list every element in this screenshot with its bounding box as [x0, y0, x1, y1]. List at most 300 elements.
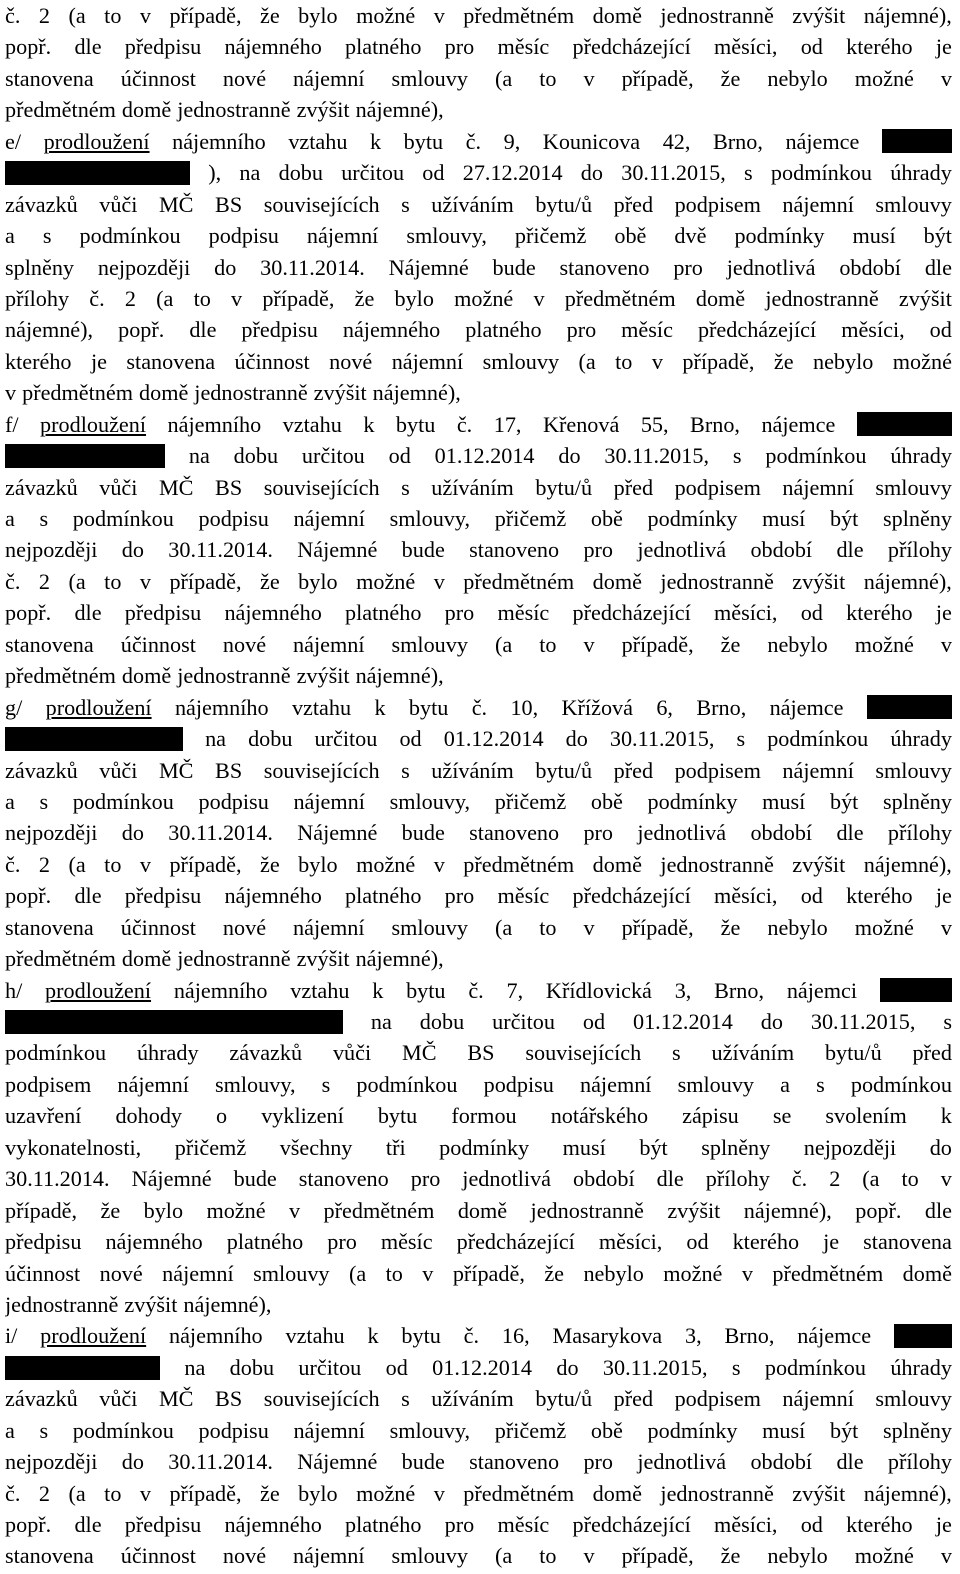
- word: podpisu: [198, 788, 269, 814]
- word: o: [216, 1103, 228, 1129]
- word: podmínkou: [72, 1417, 174, 1443]
- word: nebylo: [767, 631, 828, 657]
- word: k: [940, 1103, 952, 1129]
- word: od: [399, 726, 422, 752]
- word: nové: [222, 65, 267, 91]
- word: na: [184, 1354, 206, 1380]
- word: že: [544, 1260, 565, 1286]
- word: jednostranně: [177, 97, 291, 123]
- word: MČ: [158, 757, 194, 783]
- word: předcházející: [456, 1229, 575, 1255]
- word: Kounicova: [542, 128, 641, 154]
- word: dobu: [248, 726, 293, 752]
- word: nové: [222, 631, 267, 657]
- word: možné: [854, 914, 914, 940]
- word: (a: [348, 1260, 367, 1286]
- text-line: [5, 723, 952, 754]
- word: podmínkou: [5, 1040, 107, 1066]
- word: přičemž: [494, 506, 567, 531]
- word: 30.11.2015,: [602, 1354, 708, 1380]
- text-line: [5, 692, 952, 723]
- word: bylo: [143, 1197, 184, 1223]
- word: MČ: [158, 1386, 194, 1412]
- word: souvisejících: [263, 757, 380, 783]
- word: od: [388, 443, 411, 469]
- word: do: [121, 537, 144, 563]
- text-line: [5, 597, 952, 628]
- word: 30.11.2015,: [810, 1009, 916, 1034]
- word: h/: [5, 977, 23, 1003]
- word: f/: [5, 411, 19, 437]
- word: s: [401, 474, 410, 500]
- word: Nájemné: [131, 1166, 212, 1192]
- word: přílohy: [887, 820, 952, 846]
- word: vůči: [99, 191, 138, 217]
- word: do: [760, 1009, 783, 1034]
- word: jednostranně: [660, 568, 774, 594]
- word: bytu/ů: [824, 1040, 882, 1066]
- word: podpisem: [674, 757, 761, 783]
- word: pro: [444, 1512, 475, 1537]
- word: 30.11.2014.: [168, 820, 273, 846]
- text-line: [5, 1540, 952, 1571]
- word: nájemního: [167, 411, 262, 437]
- word: bytu/ů: [535, 474, 593, 500]
- word: 2: [38, 568, 50, 594]
- word: zvýšit: [898, 285, 952, 311]
- word: splněny: [5, 254, 75, 280]
- word: předmětném: [5, 946, 116, 972]
- word: nebylo: [767, 1543, 828, 1569]
- word: podpisem: [674, 191, 761, 217]
- word: účinnost: [5, 1260, 81, 1286]
- word: 10,: [510, 694, 539, 720]
- word: nájemné),: [355, 663, 444, 689]
- word: nájemce: [785, 128, 860, 154]
- word: (a: [494, 65, 513, 91]
- word: pro: [327, 1229, 357, 1255]
- word: smlouvy: [875, 474, 952, 500]
- word: úhrady: [136, 1040, 199, 1066]
- word: být: [923, 223, 952, 249]
- word: vůči: [99, 757, 138, 783]
- word: notářského: [550, 1103, 649, 1129]
- word: do: [558, 443, 581, 469]
- word: nájemního: [168, 1323, 263, 1349]
- word: od: [800, 883, 823, 909]
- word: vztahu: [290, 977, 350, 1003]
- word: stanovena: [126, 348, 216, 374]
- word: vztahu: [291, 694, 352, 720]
- word: (a: [156, 285, 174, 311]
- text-line: [5, 534, 952, 565]
- word: do: [121, 1449, 144, 1475]
- word: Nájemné: [388, 254, 469, 280]
- word: dle: [74, 34, 102, 60]
- word: Křenová: [542, 411, 620, 437]
- word: je: [90, 348, 107, 374]
- word: předmětném: [772, 1260, 884, 1286]
- word: od: [929, 317, 952, 343]
- word: obě: [590, 1417, 623, 1443]
- word: že: [773, 348, 794, 374]
- text-line: [5, 880, 952, 911]
- word: dohody: [115, 1103, 182, 1129]
- word: měsíc: [621, 317, 673, 343]
- word: s: [401, 191, 410, 217]
- word: je: [823, 1229, 840, 1255]
- word: a: [5, 1417, 15, 1443]
- word: nové: [222, 914, 267, 940]
- word: kterého: [5, 348, 72, 374]
- word: nebylo: [812, 348, 874, 374]
- word: obě: [614, 223, 647, 249]
- word: pro: [673, 254, 703, 280]
- word: to: [193, 285, 211, 311]
- word: platného: [465, 317, 542, 343]
- word: stanovena: [5, 1543, 94, 1569]
- word: zvýšit: [124, 1291, 178, 1317]
- word: č.: [5, 3, 21, 28]
- word: k: [367, 1323, 379, 1349]
- word: stanoveno: [469, 1449, 560, 1475]
- word: nejpozději: [97, 254, 191, 280]
- word: 2: [38, 3, 50, 28]
- word: prodloužení: [40, 1323, 147, 1349]
- word: bytu: [395, 411, 436, 437]
- word: možné: [206, 1197, 266, 1223]
- word: popř.: [5, 1512, 52, 1537]
- word: dle: [836, 820, 864, 846]
- word: nájemného: [224, 600, 322, 626]
- word: vztahu: [282, 411, 342, 437]
- word: bylo: [298, 568, 338, 594]
- word: od: [582, 1009, 606, 1034]
- word: v: [139, 851, 151, 877]
- word: případě,: [262, 285, 335, 311]
- word: dle: [836, 1449, 864, 1475]
- text-line: [5, 472, 952, 503]
- word: pro: [444, 600, 475, 626]
- word: účinnost: [120, 65, 196, 91]
- word: že: [260, 568, 280, 594]
- word: s: [672, 1040, 681, 1066]
- word: č.: [456, 411, 473, 437]
- word: případě,: [5, 1197, 78, 1223]
- word: (a: [68, 851, 86, 877]
- word: (a: [862, 1166, 880, 1192]
- word: BS: [467, 1040, 495, 1066]
- word: nebylo: [583, 1260, 644, 1286]
- word: předmětném: [463, 1480, 575, 1506]
- word: v: [533, 285, 545, 311]
- word: od: [800, 34, 823, 60]
- word: možné: [854, 1543, 914, 1569]
- word: pro: [583, 1449, 614, 1475]
- word: podmínkou: [356, 1071, 458, 1097]
- word: smlouvy: [875, 191, 952, 217]
- word: s: [39, 1417, 49, 1443]
- word: č.: [5, 1480, 21, 1506]
- word: 2: [124, 285, 136, 311]
- redaction-block: [867, 695, 952, 719]
- word: jednostranně: [177, 663, 291, 689]
- word: zvýšit: [313, 380, 367, 406]
- word: jednostranně: [177, 946, 291, 972]
- text-line: [5, 1352, 952, 1383]
- word: to: [615, 348, 633, 374]
- word: podmínky: [439, 1134, 530, 1160]
- text-line: [5, 1383, 952, 1414]
- word: s: [39, 788, 49, 814]
- word: nájemné),: [863, 3, 952, 28]
- word: (a: [578, 348, 596, 374]
- word: nájemného: [224, 883, 322, 909]
- word: měsíc: [380, 1229, 433, 1255]
- text-line: [5, 31, 952, 62]
- word: užíváním: [431, 474, 514, 500]
- word: smlouvy: [677, 1071, 755, 1097]
- word: bytu: [406, 977, 446, 1003]
- word: užíváním: [431, 757, 514, 783]
- word: od: [686, 1229, 709, 1255]
- word: smlouvy,: [214, 1071, 296, 1097]
- word: obě: [590, 506, 623, 531]
- word: stanoveno: [469, 820, 560, 846]
- word: smlouvy: [253, 1260, 330, 1286]
- word: dle: [74, 883, 102, 909]
- word: nájemné),: [183, 1291, 272, 1317]
- word: v: [583, 914, 595, 940]
- word: měsíc: [497, 34, 550, 60]
- word: možné: [454, 285, 514, 311]
- word: Masarykova: [552, 1323, 663, 1349]
- text-line: [5, 1258, 952, 1289]
- word: pro: [583, 537, 614, 563]
- word: bylo: [298, 3, 338, 28]
- word: ),: [208, 160, 222, 186]
- word: předmětném: [5, 663, 116, 689]
- text-line: [5, 786, 952, 817]
- word: domě: [121, 97, 172, 123]
- word: všechny: [279, 1134, 353, 1160]
- word: 2: [38, 851, 50, 877]
- word: Křídlovická: [545, 977, 652, 1003]
- word: do: [556, 1354, 579, 1380]
- word: předmětném: [22, 380, 133, 406]
- word: podpisu: [198, 506, 269, 531]
- word: určitou: [492, 1009, 555, 1034]
- word: možné: [356, 1480, 416, 1506]
- word: že: [720, 65, 741, 91]
- text-line: [5, 1132, 952, 1163]
- text-line: [5, 0, 952, 31]
- word: Nájemné: [297, 537, 378, 563]
- word: v: [583, 65, 595, 91]
- word: BS: [215, 191, 243, 217]
- word: g/: [5, 694, 23, 720]
- word: měsíci,: [713, 883, 778, 909]
- word: to: [539, 631, 557, 657]
- word: kterého: [846, 1512, 913, 1537]
- word: domě: [121, 663, 172, 689]
- text-line: [5, 1195, 952, 1226]
- word: nájemní: [782, 191, 854, 217]
- word: prodloužení: [43, 128, 150, 154]
- word: předmětném: [5, 97, 116, 123]
- text-line: [5, 755, 952, 786]
- text-line: [5, 1006, 952, 1037]
- word: nájemního: [173, 977, 268, 1003]
- word: k: [363, 411, 375, 437]
- word: přičemž: [174, 1134, 247, 1160]
- word: nájemného: [105, 1229, 203, 1255]
- word: před: [912, 1040, 952, 1066]
- word: pro: [444, 34, 475, 60]
- word: s: [736, 726, 746, 752]
- word: č.: [5, 851, 21, 877]
- word: užíváním: [431, 1386, 514, 1412]
- word: předpisu: [241, 317, 318, 343]
- word: 30.11.2014.: [168, 537, 273, 563]
- word: od: [800, 1512, 823, 1537]
- word: nájemné),: [863, 568, 952, 594]
- text-line: [5, 1415, 952, 1446]
- word: měsíc: [497, 1512, 550, 1537]
- word: že: [260, 1480, 280, 1506]
- word: souvisejících: [263, 191, 380, 217]
- word: podmínkou: [79, 223, 181, 249]
- word: úhrady: [890, 1354, 952, 1380]
- text-line: [5, 1100, 952, 1131]
- word: BS: [215, 757, 243, 783]
- word: nebylo: [767, 65, 828, 91]
- word: měsíci,: [713, 1512, 778, 1537]
- word: smlouvy: [875, 1386, 952, 1412]
- word: kterého: [846, 34, 913, 60]
- word: nejpozději: [5, 820, 98, 846]
- word: dle: [836, 537, 864, 563]
- word: že: [720, 914, 741, 940]
- word: jednotlivá: [637, 1449, 727, 1475]
- word: bytu: [377, 1103, 418, 1129]
- word: nájemné),: [863, 851, 952, 877]
- word: se: [772, 1103, 792, 1129]
- word: (a: [494, 914, 513, 940]
- word: být: [829, 506, 859, 531]
- word: je: [935, 883, 952, 909]
- word: být: [829, 1417, 859, 1443]
- text-line: [5, 1289, 952, 1320]
- word: dvě: [674, 223, 707, 249]
- word: pro: [410, 1166, 441, 1192]
- word: nejpozději: [5, 1449, 98, 1475]
- word: nájemní: [293, 914, 365, 940]
- word: případě,: [452, 1260, 525, 1286]
- word: jednostranně: [660, 3, 774, 28]
- word: s: [744, 160, 753, 186]
- word: měsíc: [497, 600, 550, 626]
- word: účinnost: [120, 1543, 196, 1569]
- word: s: [943, 1009, 952, 1034]
- word: to: [104, 851, 122, 877]
- word: dobu: [233, 443, 279, 469]
- word: Křížová: [561, 694, 633, 720]
- word: úhrady: [890, 726, 952, 752]
- word: vůči: [99, 474, 138, 500]
- word: splněny: [882, 1417, 952, 1443]
- word: předpisu: [124, 34, 202, 60]
- word: podmínkou: [764, 1354, 866, 1380]
- word: nové: [99, 1260, 143, 1286]
- word: nájemní: [293, 631, 365, 657]
- word: BS: [215, 1386, 243, 1412]
- word: bude: [401, 820, 445, 846]
- word: na: [239, 160, 261, 186]
- word: to: [539, 1543, 557, 1569]
- text-line: [5, 126, 952, 157]
- word: bylo: [298, 1480, 338, 1506]
- word: být: [639, 1134, 668, 1160]
- word: s: [401, 757, 410, 783]
- word: smlouvy,: [406, 223, 487, 249]
- word: bytu: [401, 1323, 441, 1349]
- word: zvýšit: [792, 1480, 846, 1506]
- word: smlouvy: [482, 348, 560, 374]
- word: období: [750, 820, 813, 846]
- word: 01.12.2014: [434, 443, 535, 469]
- word: to: [104, 3, 122, 28]
- word: formou: [451, 1103, 517, 1129]
- word: nájemní: [579, 1071, 652, 1097]
- word: podmínkou: [765, 443, 867, 469]
- word: bylo: [394, 285, 434, 311]
- word: s: [42, 223, 52, 249]
- word: 30.11.2014.: [260, 254, 365, 280]
- word: účinnost: [120, 631, 196, 657]
- word: nájemní: [782, 474, 854, 500]
- word: stanoveno: [559, 254, 650, 280]
- word: období: [839, 254, 901, 280]
- word: nájemné),: [355, 946, 444, 972]
- word: pro: [444, 883, 475, 909]
- word: měsíci,: [713, 600, 778, 626]
- word: Nájemné: [297, 1449, 378, 1475]
- word: 9,: [503, 128, 521, 154]
- word: pro: [583, 820, 614, 846]
- word: před: [613, 191, 654, 217]
- word: vykonatelnosti,: [5, 1134, 142, 1160]
- word: předcházející: [697, 317, 817, 343]
- word: 27.12.2014: [462, 160, 563, 186]
- word: bytu/ů: [535, 757, 593, 783]
- word: zvýšit: [667, 1197, 721, 1223]
- word: domě: [592, 1480, 642, 1506]
- word: měsíci,: [598, 1229, 663, 1255]
- word: předpisu: [124, 883, 202, 909]
- word: musí: [762, 788, 806, 814]
- text-line: [5, 1320, 952, 1351]
- word: splněny: [701, 1134, 771, 1160]
- word: případě,: [621, 1543, 694, 1569]
- word: e/: [5, 128, 22, 154]
- word: kterého: [732, 1229, 800, 1255]
- word: do: [121, 820, 144, 846]
- word: v: [940, 1166, 952, 1192]
- word: zvýšit: [296, 97, 350, 123]
- word: předpisu: [124, 1512, 202, 1537]
- word: nájemné),: [355, 97, 444, 123]
